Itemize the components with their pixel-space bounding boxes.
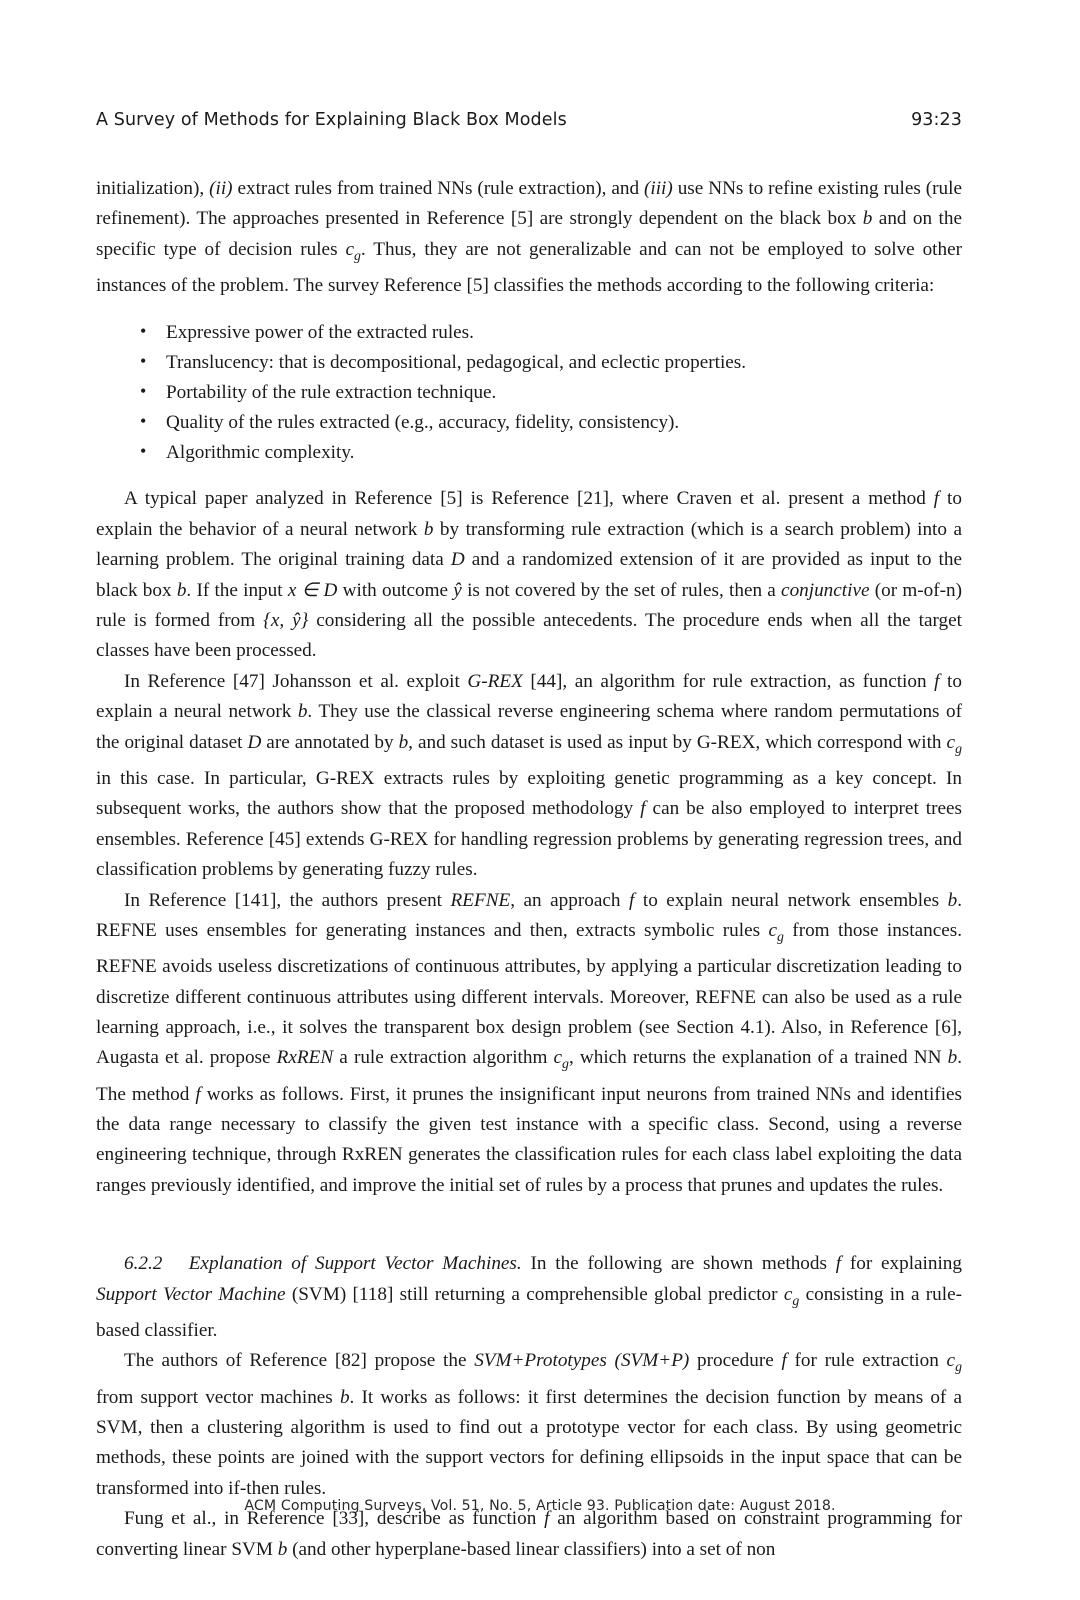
- section-gap: [96, 1201, 962, 1223]
- paragraph-4: In Reference [141], the authors present REFNE, an approach f to explain neural network ensembles b. REFNE uses ensembles for generating instances and then, extracts symbolic rules $c_g$ from those instances. REFNE avoids useless discretizations of continuous attributes, by applying a particular discretization leading to discretize different continuous attributes using different intervals. Moreover, REFNE can also be used as a rule learning approach, i.e., it solves the transparent box design problem (see Section 4.1). Also, in Reference [6], Augasta et al. propose RxREN a rule extraction algorithm $c_g$, which returns the explanation of a trained NN b. The method f works as follows. First, it prunes the insignificant input neurons from trained NNs and identifies the data range necessary to classify the given test instance with a specific class. Second, using a reverse engineering technique, through RxREN generates the classification rules for each class label exploiting the data ranges previously identified, and improve the initial set of rules by a process that prunes and updates the rules.: [96, 889, 963, 1196]
- paragraph-7: Fung et al., in Reference [33], describe as function f an algorithm based on constraint programming for converting linear SVM b (and other hyperplane-based linear classifiers) into a set of non: [96, 1508, 962, 1560]
- section-heading-paragraph: 6.2.2 Explanation of Support Vector Machines. In the following are shown methods f for explaining Support Vector Machine (SVM) [118] still returning a comprehensible global predictor $c_g$ consisting in a rule-based classifier.: [96, 1253, 962, 1341]
- running-title: A Survey of Methods for Explaining Black Box Models: [96, 110, 567, 130]
- section-number: 6.2.2: [124, 1253, 163, 1275]
- list-item: • Translucency: that is decompositional, pedagogical, and eclectic properties.: [140, 348, 962, 377]
- list-item: • Portability of the rule extraction technique.: [140, 378, 962, 407]
- list-item: • Expressive power of the extracted rules.: [140, 318, 962, 347]
- paragraph-2: A typical paper analyzed in Reference [5] is Reference [21], where Craven et al. present a method f to explain the behavior of a neural network b by transforming rule extraction (which is a search problem) into a learning problem. The original training data D and a randomized extension of it are provided as input to the black box b. If the input x ∈ D with outcome ŷ is not covered by the set of rules, then a conjunctive (or m-of-n) rule is formed from {x, ŷ} considering all the possible antecedents. The procedure ends when all the target classes have been processed.: [96, 488, 963, 662]
- list-item: • Algorithmic complexity.: [140, 438, 962, 467]
- criteria-list: [96, 318, 962, 467]
- section-title: Explanation of Support Vector Machines.: [188, 1253, 522, 1275]
- page-folio: 93:23: [911, 110, 962, 130]
- page-footer: ACM Computing Surveys, Vol. 51, No. 5, Article 93. Publication date: August 2018.: [244, 1498, 836, 1514]
- running-header: [96, 110, 962, 130]
- paragraph-6: The authors of Reference [82] propose the SVM+Prototypes (SVM+P) procedure f for rule extraction $c_g$ from support vector machines b. It works as follows: it first determines the decision function by means of a SVM, then a clustering algorithm is used to find out a prototype vector for each class. By using geometric methods, these points are joined with the support vectors for defining ellipsoids in the input space that can be transformed into if-then rules.: [96, 1350, 963, 1499]
- paragraph-3: In Reference [47] Johansson et al. exploit G-REX [44], an algorithm for rule extraction, as function f to explain a neural network b. They use the classical reverse engineering schema where random permutations of the original dataset D are annotated by b, and such dataset is used as input by G-REX, which correspond with $c_g$ in this case. In particular, G-REX extracts rules by exploiting genetic programming as a key concept. In subsequent works, the authors show that the proposed methodology f can be also employed to interpret trees ensembles. Reference [45] extends G-REX for handling regression problems by generating regression trees, and classification problems by generating fuzzy rules.: [96, 670, 963, 881]
- body-text: [96, 174, 962, 1565]
- list-item: • Quality of the rules extracted (e.g., accuracy, fidelity, consistency).: [140, 408, 962, 437]
- paragraph-1: initialization), (ii) extract rules from trained NNs (rule extraction), and (iii) use NNs to refine existing rules (rule refinement). The approaches presented in Reference [5] are strongly dependent on the black box b and on the specific type of decision rules $c_g$. Thus, they are not generalizable and can not be employed to solve other instances of the problem. The survey Reference [5] classifies the methods according to the following criteria:: [96, 178, 962, 297]
